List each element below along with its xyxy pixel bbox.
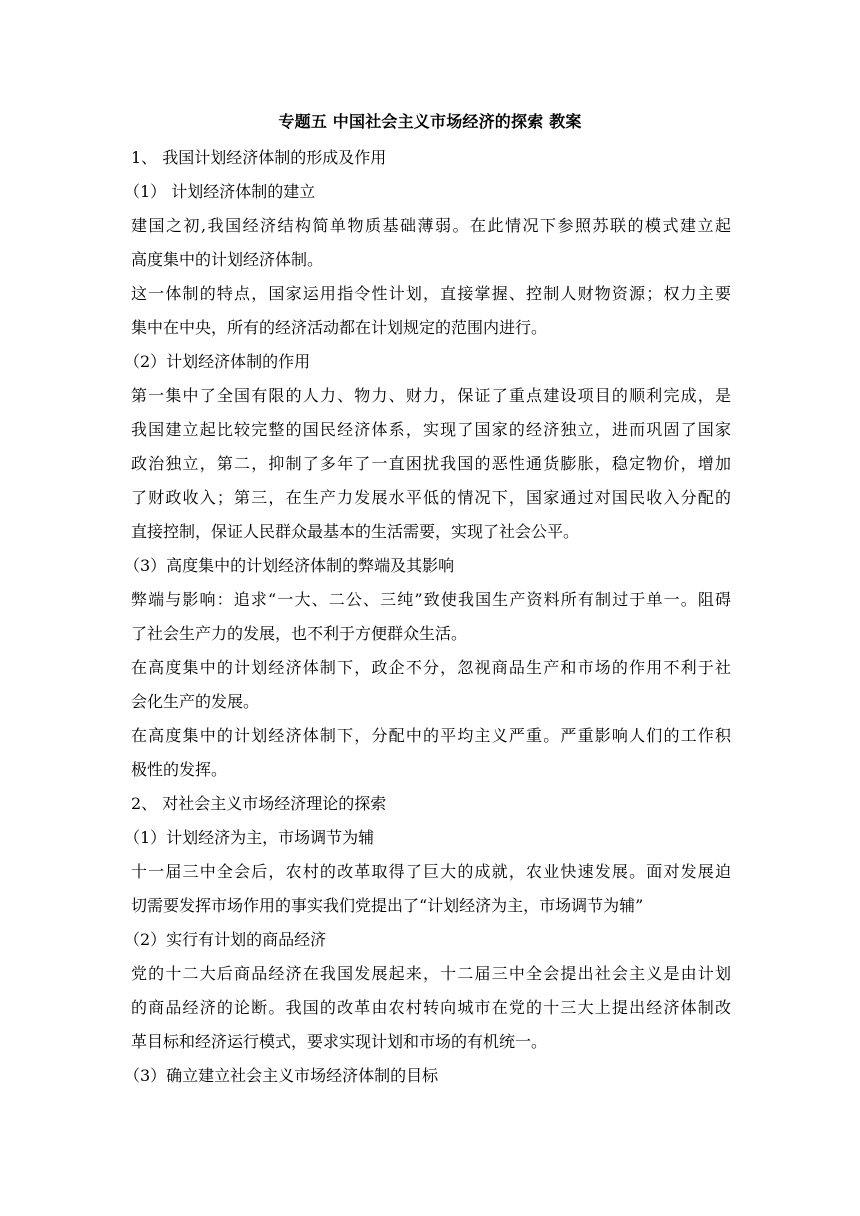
document-title: 专题五 中国社会主义市场经济的探索 教案 <box>278 112 582 131</box>
paragraph-line: 第一集中了全国有限的人力、物力、财力，保证了重点建设项目的顺利完成，是 <box>131 386 731 405</box>
paragraph-line: 了财政收入；第三，在生产力发展水平低的情况下，国家通过对国民收入分配的 <box>131 488 731 507</box>
subsection-heading: （2）实行有计划的商品经济 <box>124 930 327 949</box>
paragraph-line: 弊端与影响：追求“一大、二公、三纯”致使我国生产资料所有制过于单一。阻碍 <box>131 590 731 609</box>
paragraph-line: 这一体制的特点，国家运用指令性计划，直接掌握、控制人财物资源；权力主要 <box>131 284 731 303</box>
subsection-heading: （3）高度集中的计划经济体制的弊端及其影响 <box>124 556 455 575</box>
paragraph-line: 会化生产的发展。 <box>131 692 260 711</box>
paragraph-line: 我国建立起比较完整的国民经济体系，实现了国家的经济独立，进而巩固了国家 <box>131 420 731 439</box>
subsection-heading: （1） 计划经济体制的建立 <box>124 182 316 201</box>
paragraph-line: 了社会生产力的发展，也不利于方便群众生活。 <box>131 624 468 643</box>
paragraph-line: 十一届三中全会后，农村的改革取得了巨大的成就，农业快速发展。面对发展迫 <box>131 862 731 881</box>
paragraph-line: 高度集中的计划经济体制。 <box>131 250 324 269</box>
paragraph-line: 党的十二大后商品经济在我国发展起来，十二届三中全会提出社会主义是由计划 <box>131 964 731 983</box>
paragraph-line: 在高度集中的计划经济体制下，政企不分，忽视商品生产和市场的作用不利于社 <box>131 658 731 677</box>
paragraph-line: 极性的发挥。 <box>131 760 228 779</box>
paragraph-line: 直接控制，保证人民群众最基本的生活需要，实现了社会公平。 <box>131 522 580 541</box>
subsection-heading: （3）确立建立社会主义市场经济体制的目标 <box>124 1066 439 1085</box>
paragraph-line: 的商品经济的论断。我国的改革由农村转向城市在党的十三大上提出经济体制改 <box>131 998 731 1017</box>
paragraph-line: 集中在中央，所有的经济活动都在计划规定的范围内进行。 <box>131 318 548 337</box>
paragraph-line: 政治独立，第二，抑制了多年了一直困扰我国的恶性通货膨胀，稳定物价，增加 <box>131 454 731 473</box>
section-heading-1: 1、 我国计划经济体制的形成及作用 <box>131 148 387 167</box>
paragraph-line: 切需要发挥市场作用的事实我们党提出了“计划经济为主，市场调节为辅” <box>131 896 644 915</box>
subsection-heading: （2）计划经济体制的作用 <box>124 352 311 371</box>
paragraph-line: 在高度集中的计划经济体制下，分配中的平均主义严重。严重影响人们的工作积 <box>131 726 731 745</box>
paragraph-line: 革目标和经济运行模式，要求实现计划和市场的有机统一。 <box>131 1032 548 1051</box>
paragraph-line: 建国之初,我国经济结构简单物质基础薄弱。在此情况下参照苏联的模式建立起 <box>131 216 731 235</box>
subsection-heading: （1）计划经济为主，市场调节为辅 <box>124 828 375 847</box>
section-heading-2: 2、 对社会主义市场经济理论的探索 <box>131 794 387 813</box>
